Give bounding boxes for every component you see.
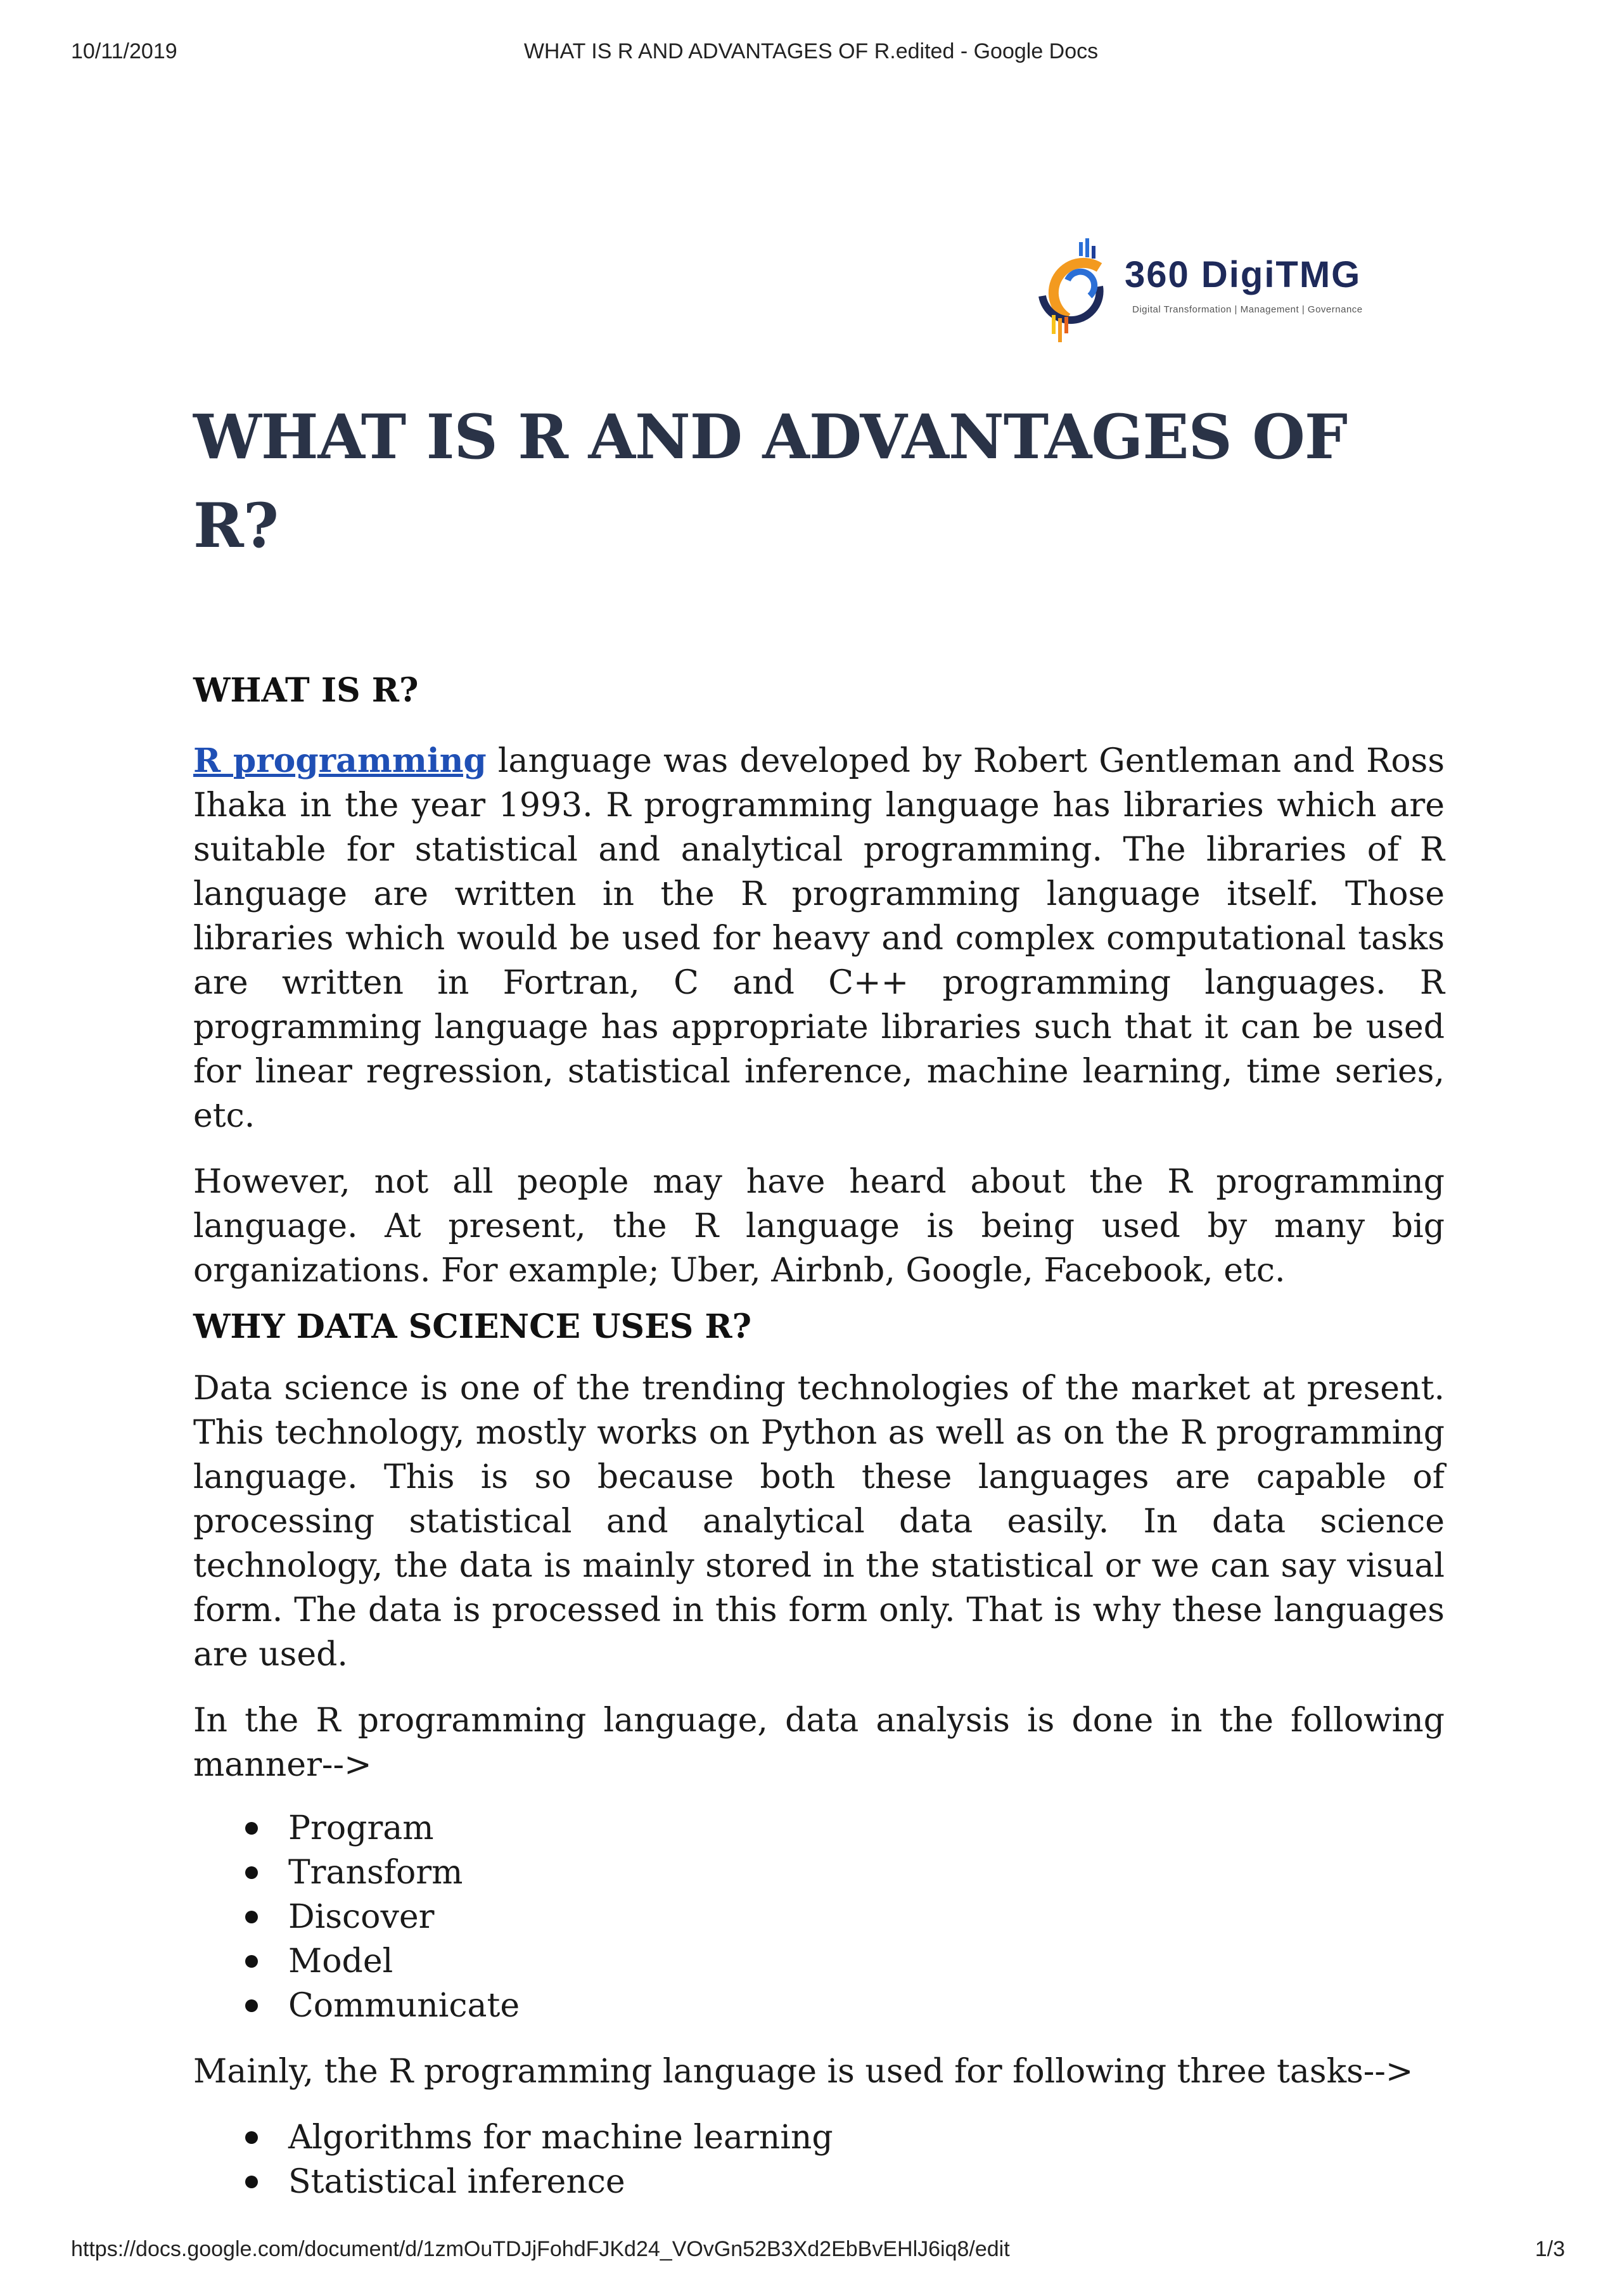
print-header — [0, 39, 1622, 71]
paragraph-three-tasks: Mainly, the R programming language is used for following three tasks--> — [193, 2053, 1414, 2091]
print-footer — [0, 2237, 1622, 2269]
paragraph-data-science: Data science is one of the trending technologies of the market at present. This technology, mostly works on Python as well as on the R programming language. This is so because both these languages are capable of processing statistical and analytical data easily. In data science technology, the data is mainly stored in the statistical or we can say visual form. The data is processed in this form only. That is why these languages are used. — [193, 1369, 1445, 1674]
paragraph-intro — [193, 739, 1445, 1138]
r-programming-link[interactable]: R programming — [193, 741, 487, 780]
bullet-icon — [245, 1911, 258, 1923]
list-item: Algorithms for machine learning — [193, 2115, 1445, 2160]
bullet-icon — [245, 1866, 258, 1879]
print-doc-title: WHAT IS R AND ADVANTAGES OF R.edited - Google Docs — [523, 39, 1099, 63]
list-item: Model — [193, 1939, 1445, 1984]
print-date: 10/11/2019 — [71, 39, 177, 63]
document-body — [193, 393, 1445, 2204]
section-heading-what-is-r: WHAT IS R? — [193, 671, 419, 710]
section-heading-why-data-science: WHY DATA SCIENCE USES R? — [193, 1307, 752, 1346]
bullet-icon — [245, 1822, 258, 1835]
document-url: https://docs.google.com/document/d/1zmOuTDJjFohdFJKd24_VOvGn52B3Xd2EbBvEHlJ6iq8/edit — [71, 2237, 1010, 2261]
paragraph-analysis-manner: In the R programming language, data analysis is done in the following manner--> — [193, 1702, 1445, 1784]
tasks-list — [193, 2115, 1445, 2204]
paragraph-organizations: However, not all people may have heard about the R programming language. At present, the R language is being used by many big organizations. For example; Uber, Airbnb, Google, Facebook, etc. — [193, 1163, 1445, 1290]
bullet-icon — [245, 2131, 258, 2144]
document-title: WHAT IS R AND ADVANTAGES OF R? — [193, 401, 1348, 561]
bullet-icon — [245, 1955, 258, 1968]
list-item: Discover — [193, 1895, 1445, 1939]
bullet-icon — [245, 1999, 258, 2012]
analysis-steps-list — [193, 1806, 1445, 2028]
logo-wordmark: 360 DigiTMG — [1125, 254, 1362, 295]
bullet-icon — [245, 2176, 258, 2188]
list-item: Transform — [193, 1850, 1445, 1895]
paragraph-intro-text: language was developed by Robert Gentleman and Ross Ihaka in the year 1993. R programming language has libraries which are suitable for statistical and analytical programming. The libraries of R language are written in the R programming language itself. Those libraries which would be used for heavy and complex computational tasks are written in Fortran, C and C++ programming languages. R programming language has appropriate libraries such that it can be used for linear regression, statistical inference, machine learning, time series, etc. — [193, 742, 1445, 1135]
list-item: Communicate — [193, 1984, 1445, 2028]
list-item: Statistical inference — [193, 2160, 1445, 2204]
list-item: Program — [193, 1806, 1445, 1850]
logo-mark-icon — [1030, 236, 1125, 343]
company-logo — [1030, 236, 1473, 343]
logo-tagline: Digital Transformation | Management | Governance — [1132, 304, 1363, 315]
page-number: 1/3 — [1535, 2237, 1565, 2261]
